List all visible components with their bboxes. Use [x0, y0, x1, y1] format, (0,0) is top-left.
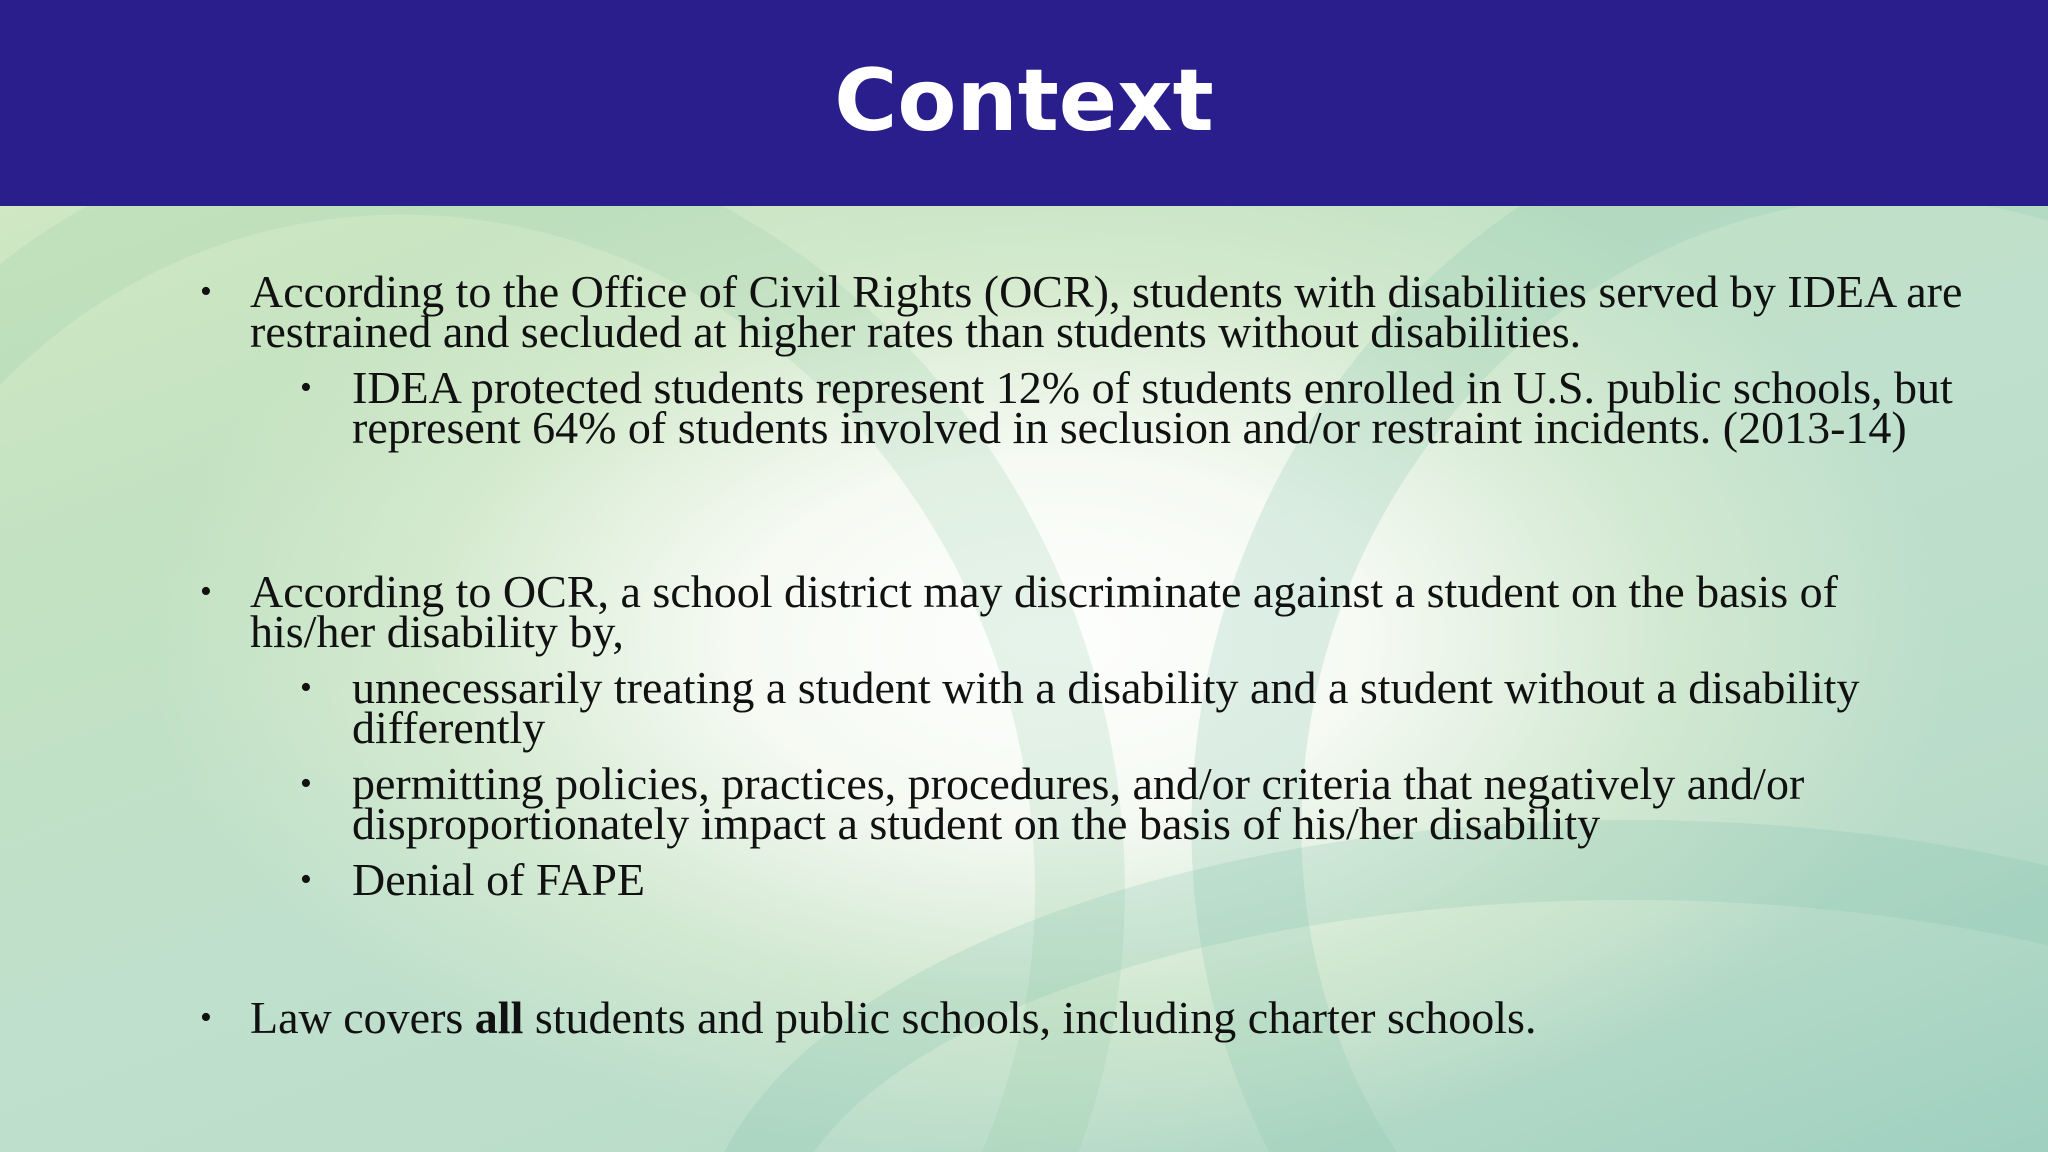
bullet-marker: •	[300, 369, 312, 406]
bullet-text: Denial of FAPE	[352, 854, 646, 905]
bullet-item	[200, 992, 1970, 1043]
bullet-marker: •	[200, 999, 212, 1036]
bullet-text	[250, 992, 1970, 1043]
text-run: students and public schools, including charter schools.	[523, 992, 1537, 1043]
sub-bullet-item	[300, 758, 1972, 849]
bullet-text: IDEA protected students represent 12% of students enrolled in U.S. public schools, but represent 64% of students involved in seclusion and/or restraint incidents. (2013-14)	[352, 362, 1953, 453]
text-run: Law covers	[250, 992, 475, 1043]
bullet-marker: •	[200, 273, 212, 310]
emphasis-text: all	[474, 992, 524, 1043]
bullet-marker: •	[300, 861, 312, 898]
slide-title: Context	[834, 51, 1214, 151]
sub-bullet-item	[300, 854, 1972, 905]
bullet-marker: •	[200, 573, 212, 610]
bullet-text: According to OCR, a school district may discriminate against a student on the basis of his/her disability by,	[250, 566, 1838, 657]
sub-bullet-item	[300, 662, 1972, 753]
bullet-text: According to the Office of Civil Rights (OCR), students with disabilities served by IDEA are restrained and secluded at higher rates than students without disabilities.	[250, 266, 1963, 357]
bullet-item	[200, 566, 1970, 657]
bullet-item	[200, 266, 1970, 357]
bullet-text: unnecessarily treating a student with a disability and a student without a disability differently	[352, 662, 1860, 753]
bullet-marker: •	[300, 765, 312, 802]
sub-bullet-item	[300, 362, 1972, 453]
bullet-marker: •	[300, 669, 312, 706]
bullet-text: permitting policies, practices, procedures, and/or criteria that negatively and/or disproportionately impact a student on the basis of his/her disability	[352, 758, 1805, 849]
